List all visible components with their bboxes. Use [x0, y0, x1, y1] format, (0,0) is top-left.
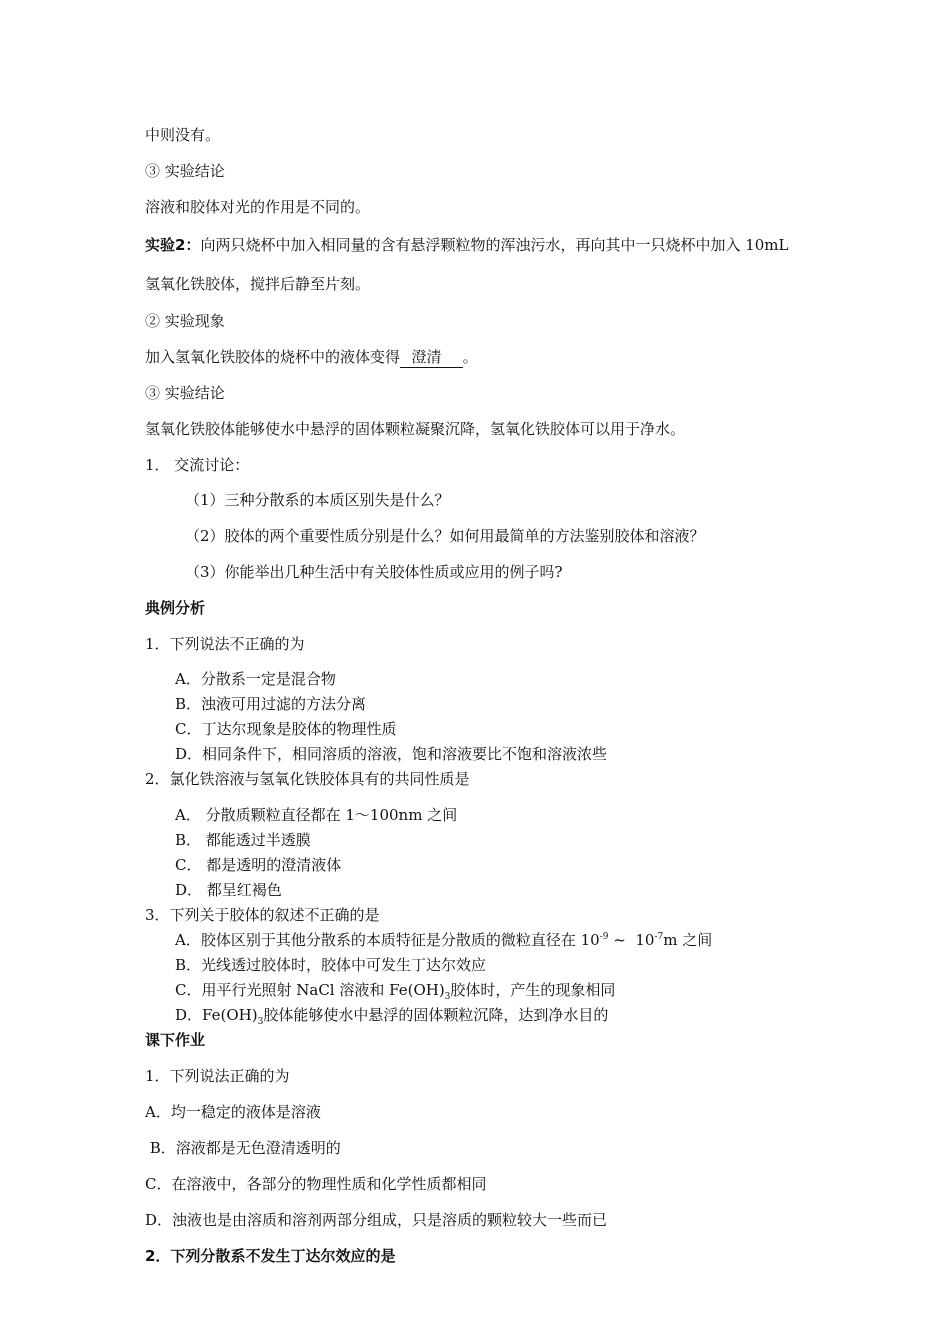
- example3-option-c: C．用平行光照射 NaCl 溶液和 $Fe(OH)_3$胶体时，产生的现象相同: [175, 981, 616, 1002]
- homework1-option-a: A．均一稳定的液体是溶液: [145, 1103, 321, 1121]
- discussion-question-3: （3）你能举出几种生活中有关胶体性质或应用的例子吗?: [185, 563, 563, 581]
- paragraph-continuation: 中则没有。: [145, 126, 221, 144]
- example2-option-d: D． 都呈红褐色: [175, 881, 282, 899]
- example1-stem: 1．下列说法不正确的为: [145, 635, 305, 653]
- experiment2-text: 向两只烧杯中加入相同量的含有悬浮颗粒物的浑浊污水，再向其中一只烧杯中加入 10mL: [200, 236, 789, 254]
- experiment2-phenomenon-heading: ② 实验现象: [145, 312, 225, 330]
- experiment2-conclusion: 氢氧化铁胶体能够使水中悬浮的固体颗粒凝聚沉降，氢氧化铁胶体可以用于净水。: [145, 420, 686, 438]
- discussion-title: 1． 交流讨论：: [145, 456, 250, 474]
- experiment2-conclusion-heading: ③ 实验结论: [145, 384, 225, 402]
- example2-option-c: C． 都是透明的澄清液体: [175, 856, 342, 874]
- example1-option-a: A．分散系一定是混合物: [175, 670, 336, 688]
- answer-blank: 澄清: [402, 348, 461, 366]
- homework2-stem: 2．下列分散系不发生丁达尔效应的是: [145, 1247, 396, 1265]
- example2-option-b: B． 都能透过半透膜: [175, 831, 311, 849]
- example3-option-d: D．$Fe(OH)_3$胶体能够使水中悬浮的固体颗粒沉降，达到净水目的: [175, 1006, 609, 1027]
- example1-option-c: C．丁达尔现象是胶体的物理性质: [175, 720, 397, 738]
- experiment2-label: 实验2：: [145, 236, 201, 254]
- example3-option-a: A．胶体区别于其他分散系的本质特征是分散质的微粒直径在 $10^{-9}$ ~ $10^{-7}m$ 之间: [175, 931, 713, 949]
- experiment2-phenomenon: 加入氢氧化铁胶体的烧杯中的液体变得 澄清 。: [145, 348, 478, 366]
- discussion-question-1: （1）三种分散系的本质区别失是什么？: [185, 491, 450, 509]
- discussion-question-2: （2）胶体的两个重要性质分别是什么？如何用最简单的方法鉴别胶体和溶液？: [185, 527, 705, 545]
- homework1-option-c: C．在溶液中，各部分的物理性质和化学性质都相同: [145, 1175, 487, 1193]
- experiment1-conclusion-heading: ③ 实验结论: [145, 162, 225, 180]
- homework1-stem: 1．下列说法正确的为: [145, 1067, 290, 1085]
- example3-stem: 3．下列关于胶体的叙述不正确的是: [145, 906, 380, 924]
- example2-option-a: A． 分散质颗粒直径都在 1～100nm 之间: [175, 806, 458, 824]
- examples-heading: 典例分析: [145, 599, 206, 617]
- experiment1-conclusion: 溶液和胶体对光的作用是不同的。: [145, 198, 371, 216]
- example3-option-b: B．光线透过胶体时，胶体中可发生丁达尔效应: [175, 956, 487, 974]
- example1-option-b: B．浊液可用过滤的方法分离: [175, 695, 367, 713]
- homework1-option-b: B．溶液都是无色澄清透明的: [145, 1139, 341, 1157]
- example2-stem: 2．氯化铁溶液与氢氧化铁胶体具有的共同性质是: [145, 770, 470, 788]
- homework-heading: 课下作业: [145, 1031, 206, 1049]
- experiment2-description: [145, 235, 788, 255]
- experiment2-description-cont: 氢氧化铁胶体，搅拌后静至片刻。: [145, 275, 371, 293]
- example1-option-d: D．相同条件下，相同溶质的溶液，饱和溶液要比不饱和溶液浓些: [175, 745, 608, 763]
- homework1-option-d: D．浊液也是由溶质和溶剂两部分组成，只是溶质的颗粒较大一些而已: [145, 1211, 608, 1229]
